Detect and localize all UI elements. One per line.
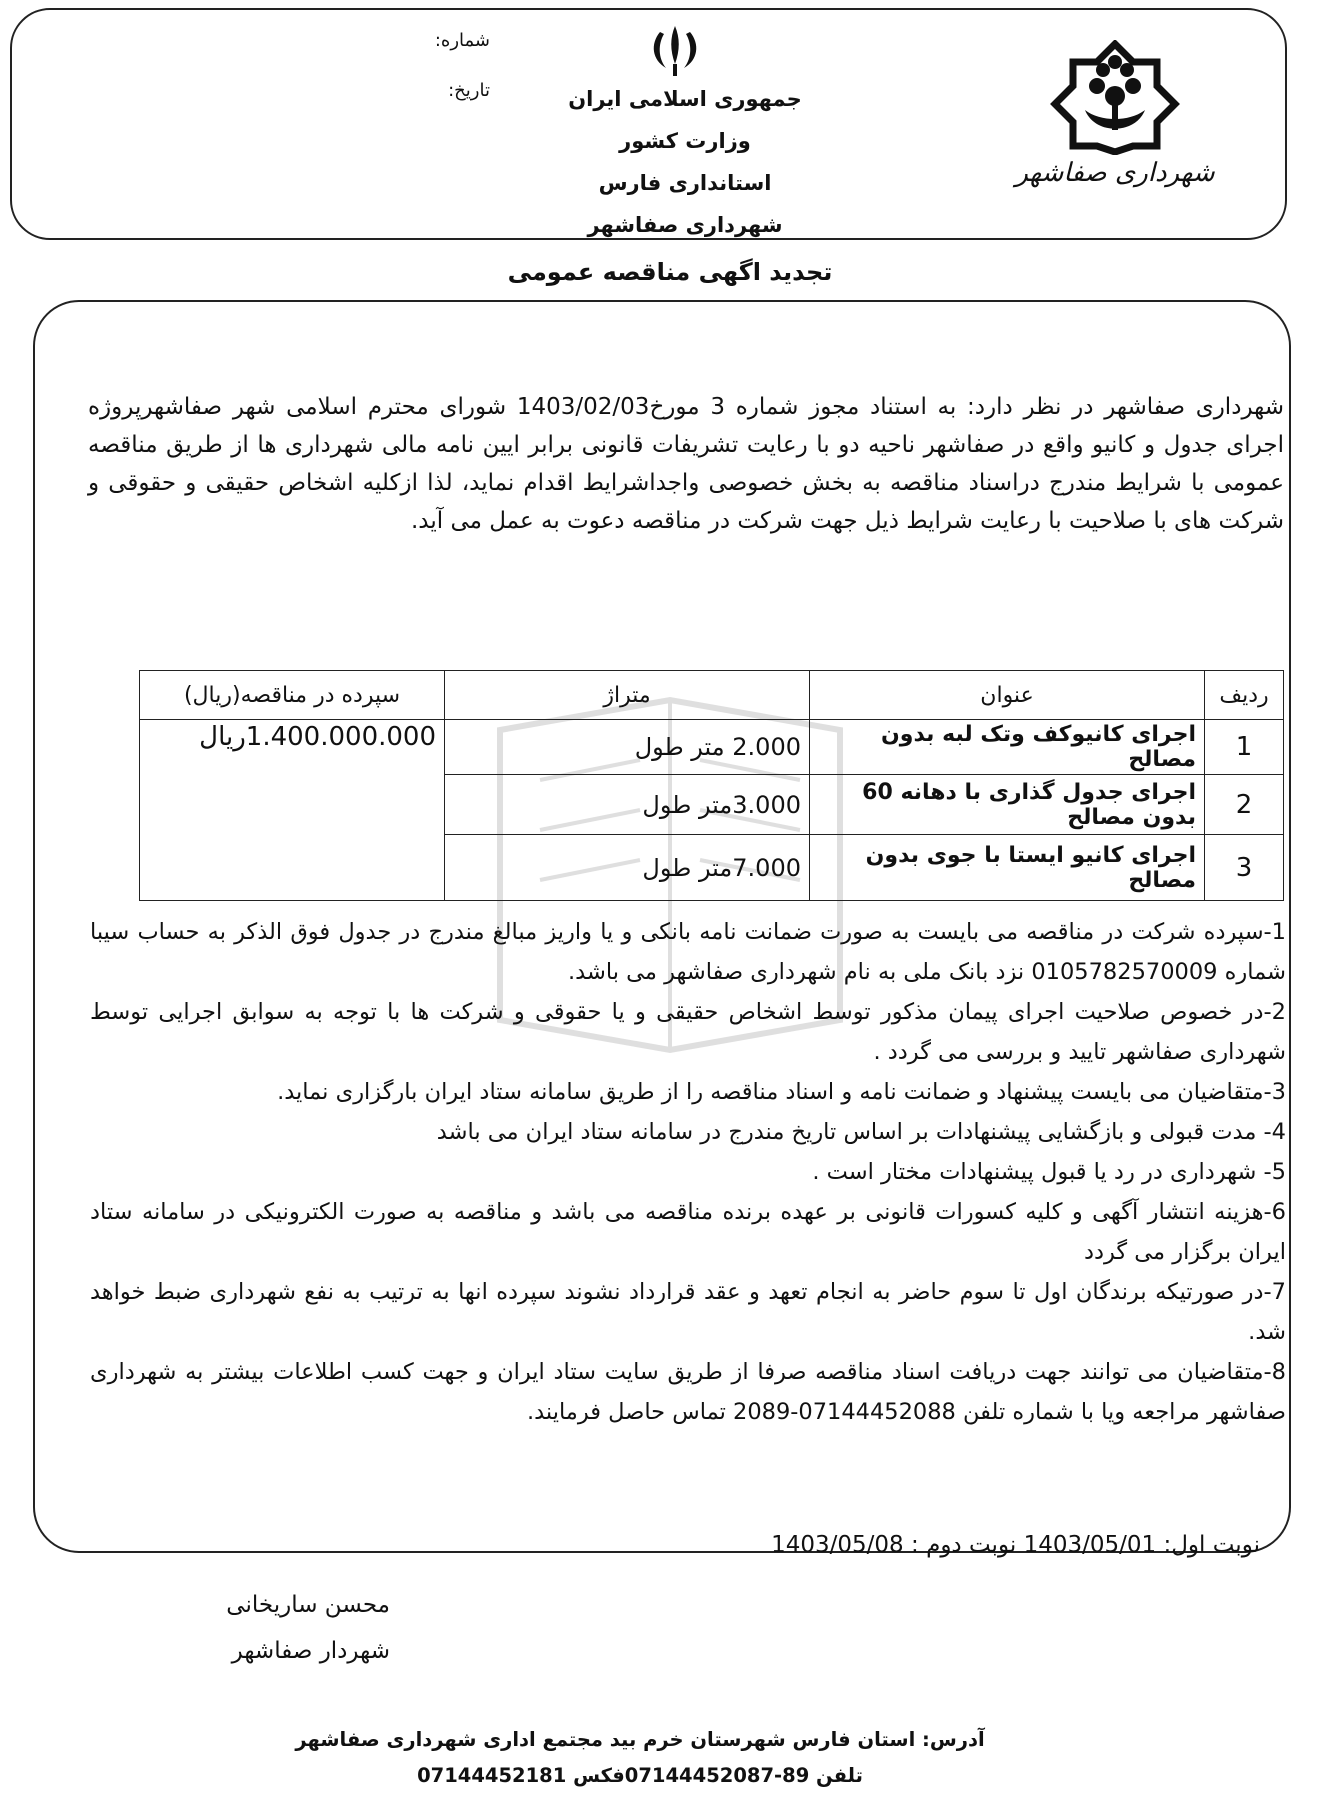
- row-quantity: 3.000متر طول: [445, 775, 810, 835]
- municipality-logo-icon: [1025, 40, 1205, 155]
- header-title: عنوان: [810, 671, 1205, 720]
- footer-phone: تلفن 89-07144452087فکس 07144452181: [417, 1764, 863, 1787]
- row-title: اجرای کانیوکف وتک لبه بدون مصالح: [810, 720, 1205, 775]
- logo-caption: شهرداری صفاشهر: [1015, 158, 1215, 188]
- tender-table: [139, 670, 1284, 901]
- condition-item: 3-متقاضیان می بایست پیشنهاد و ضمانت نامه و اسناد مناقصه را از طریق سامانه ستاد ایران بارگزاری نماید.: [277, 1079, 1286, 1105]
- document-title: تجدید اگهی مناقصه عمومی: [507, 258, 833, 286]
- row-title: اجرای کانیو ایستا با جوی بدون مصالح: [810, 835, 1205, 901]
- deposit-amount: 1.400.000.000ریال: [140, 720, 445, 901]
- footer-address: آدرس: استان فارس شهرستان خرم بید مجتمع اداری شهرداری صفاشهر: [295, 1728, 985, 1751]
- gov-line-1: جمهوری اسلامی ایران: [568, 87, 802, 111]
- row-number: 3: [1205, 835, 1284, 901]
- condition-item: 1-سپرده شرکت در مناقصه می بایست به صورت ضمانت نامه بانکی و یا واریز مبالغ مندرج در جدول فوق الذکر به حساب سیبا شماره 0105782570009 نزد بانک ملی به نام شهرداری صفاشهر می باشد.: [90, 919, 1286, 985]
- condition-item: 5- شهرداری در رد یا قبول پیشنهادات مختار است .: [812, 1159, 1286, 1185]
- condition-item: 8-متقاضیان می توانند جهت دریافت اسناد مناقصه صرفا از طریق سایت ستاد ایران و جهت کسب اطلاعات بیشتر به شهرداری صفاشهر مراجعه ویا با شماره تلفن 07144452088-2089 تماس حاصل فرمایند.: [90, 1359, 1286, 1425]
- signatory-position: شهردار صفاشهر: [231, 1638, 390, 1664]
- condition-item: 6-هزینه انتشار آگهی و کلیه کسورات قانونی بر عهده برنده مناقصه می باشد و مناقصه به صورت الکترونیکی در سامانه ستاد ایران برگزار می گردد: [90, 1199, 1286, 1265]
- header-row-number: ردیف: [1205, 671, 1284, 720]
- table-header-row: [140, 671, 1284, 720]
- date-label: تاریخ:: [448, 80, 490, 101]
- conditions-list: [90, 912, 1286, 1432]
- row-quantity: 2.000 متر طول: [445, 720, 810, 775]
- gov-line-2: وزارت کشور: [619, 129, 751, 153]
- intro-paragraph: شهرداری صفاشهر در نظر دارد: به استناد مجوز شماره 3 مورخ1403/02/03 شورای محترم اسلامی شهر صفاشهرپروژه اجرای جدول و کانیو واقع در صفاشهر ناحیه دو با رعایت تشریفات قانونی برابر ایین نامه مالی شهرداری ها از طریق مناقصه عمومی با شرایط مندرج دراسناد مناقصه به بخش خصوصی واجداشرایط اقدام نماید، لذا ازکلیه اشخاص حقیقی و حقوقی و شرکت های با صلاحیت با رعایت شرایط ذیل جهت شرکت در مناقصه دعوت به عمل می آید.: [88, 394, 1285, 534]
- government-heading: [480, 78, 890, 246]
- signatory-name: محسن ساریخانی: [226, 1592, 390, 1618]
- condition-item: 4- مدت قبولی و بازگشایی پیشنهادات بر اساس تاریخ مندرج در سامانه ستاد ایران می باشد: [436, 1119, 1286, 1145]
- number-label: شماره:: [434, 30, 490, 51]
- publication-rounds: نوبت اول: 1403/05/01 نوبت دوم : 1403/05/08: [771, 1532, 1260, 1558]
- row-quantity: 7.000متر طول: [445, 835, 810, 901]
- gov-line-4: شهرداری صفاشهر: [587, 213, 783, 237]
- signature-block: [130, 1582, 390, 1674]
- row-number: 1: [1205, 720, 1284, 775]
- table-row: [140, 720, 1284, 775]
- iran-emblem-icon: [640, 20, 710, 80]
- condition-item: 2-در خصوص صلاحیت اجرای پیمان مذکور توسط اشخاص حقیقی و یا حقوقی و شرکت ها با توجه به سوابق اجرایی توسط شهرداری صفاشهر تایید و بررسی می گردد .: [90, 999, 1286, 1065]
- row-number: 2: [1205, 775, 1284, 835]
- header-quantity: متراژ: [445, 671, 810, 720]
- gov-line-3: استانداری فارس: [598, 171, 772, 195]
- footer: [280, 1722, 1000, 1794]
- header-deposit: سپرده در مناقصه(ریال): [140, 671, 445, 720]
- row-title: اجرای جدول گذاری با دهانه 60 بدون مصالح: [810, 775, 1205, 835]
- condition-item: 7-در صورتیکه برندگان اول تا سوم حاضر به انجام تعهد و عقد قرارداد نشوند سپرده انها به ترتیب به نفع شهرداری ضبط خواهد شد.: [90, 1279, 1286, 1345]
